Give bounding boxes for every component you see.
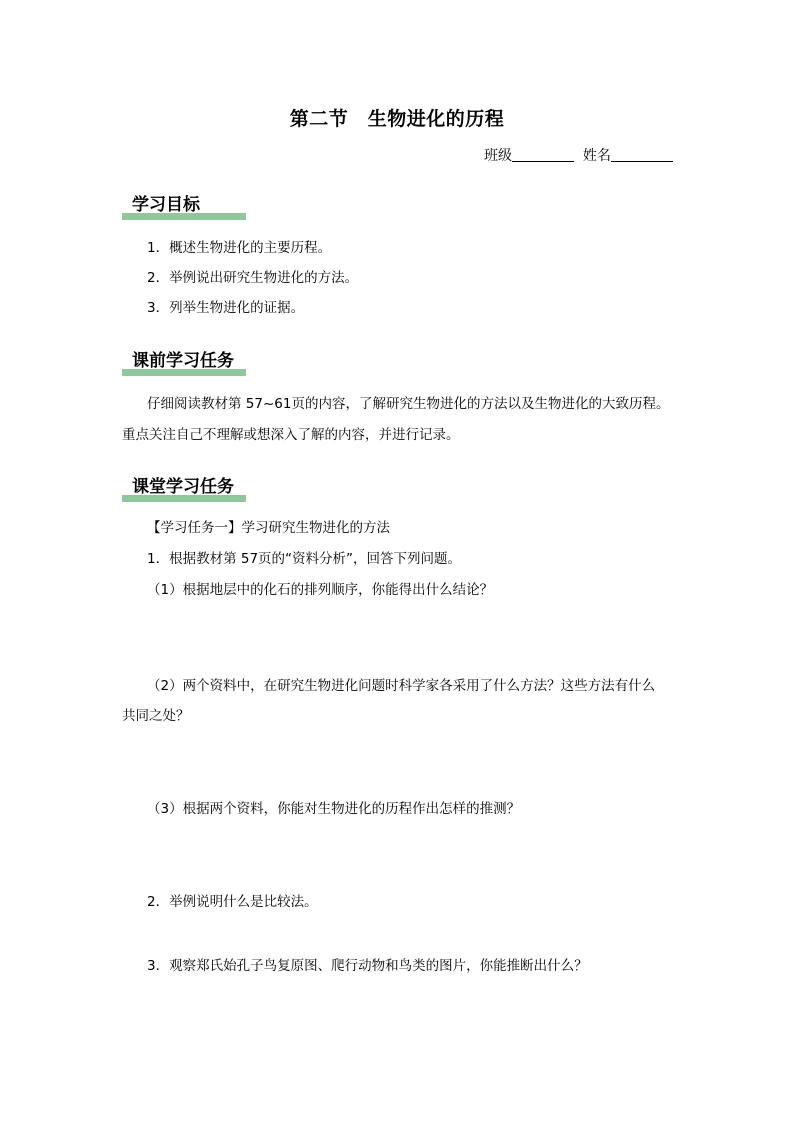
question-2: 2．举例说明什么是比较法。 — [147, 894, 318, 910]
question-3: 3．观察郑氏始孔子鸟复原图、爬行动物和鸟类的图片，你能推断出什么？ — [147, 958, 588, 974]
pre-class-text-line: 重点关注自己不理解或想深入了解的内容，并进行记录。 — [122, 427, 460, 443]
pre-class-text-line: 仔细阅读教材第 57~61页的内容，了解研究生物进化的方法以及生物进化的大致历程。 — [147, 396, 670, 412]
question-1: 1．根据教材第 57页的“资料分析”，回答下列问题。 — [147, 551, 462, 567]
heading-pre-class: 课前学习任务 — [122, 350, 246, 376]
heading-objectives: 学习目标 — [122, 194, 246, 220]
name-label: 姓名 — [582, 148, 611, 164]
question-1-2-line2: 共同之处？ — [122, 708, 190, 724]
class-blank[interactable] — [512, 147, 574, 162]
objective-item: 2．举例说出研究生物进化的方法。 — [147, 270, 359, 286]
question-1-3: （3）根据两个资料，你能对生物进化的历程作出怎样的推测？ — [147, 801, 521, 817]
page-title: 第二节 生物进化的历程 — [289, 108, 505, 130]
name-blank[interactable] — [611, 147, 673, 162]
student-info-line — [484, 145, 673, 165]
question-1-2-line1: （2）两个资料中，在研究生物进化问题时科学家各采用了什么方法？这些方法有什么 — [147, 678, 656, 694]
heading-in-class: 课堂学习任务 — [122, 476, 246, 502]
objective-item: 1．概述生物进化的主要历程。 — [147, 240, 332, 256]
objective-item: 3．列举生物进化的证据。 — [147, 300, 305, 316]
class-label: 班级 — [484, 148, 512, 164]
question-1-1: （1）根据地层中的化石的排列顺序，你能得出什么结论？ — [147, 582, 494, 598]
task-title: 【学习任务一】学习研究生物进化的方法 — [147, 520, 390, 536]
